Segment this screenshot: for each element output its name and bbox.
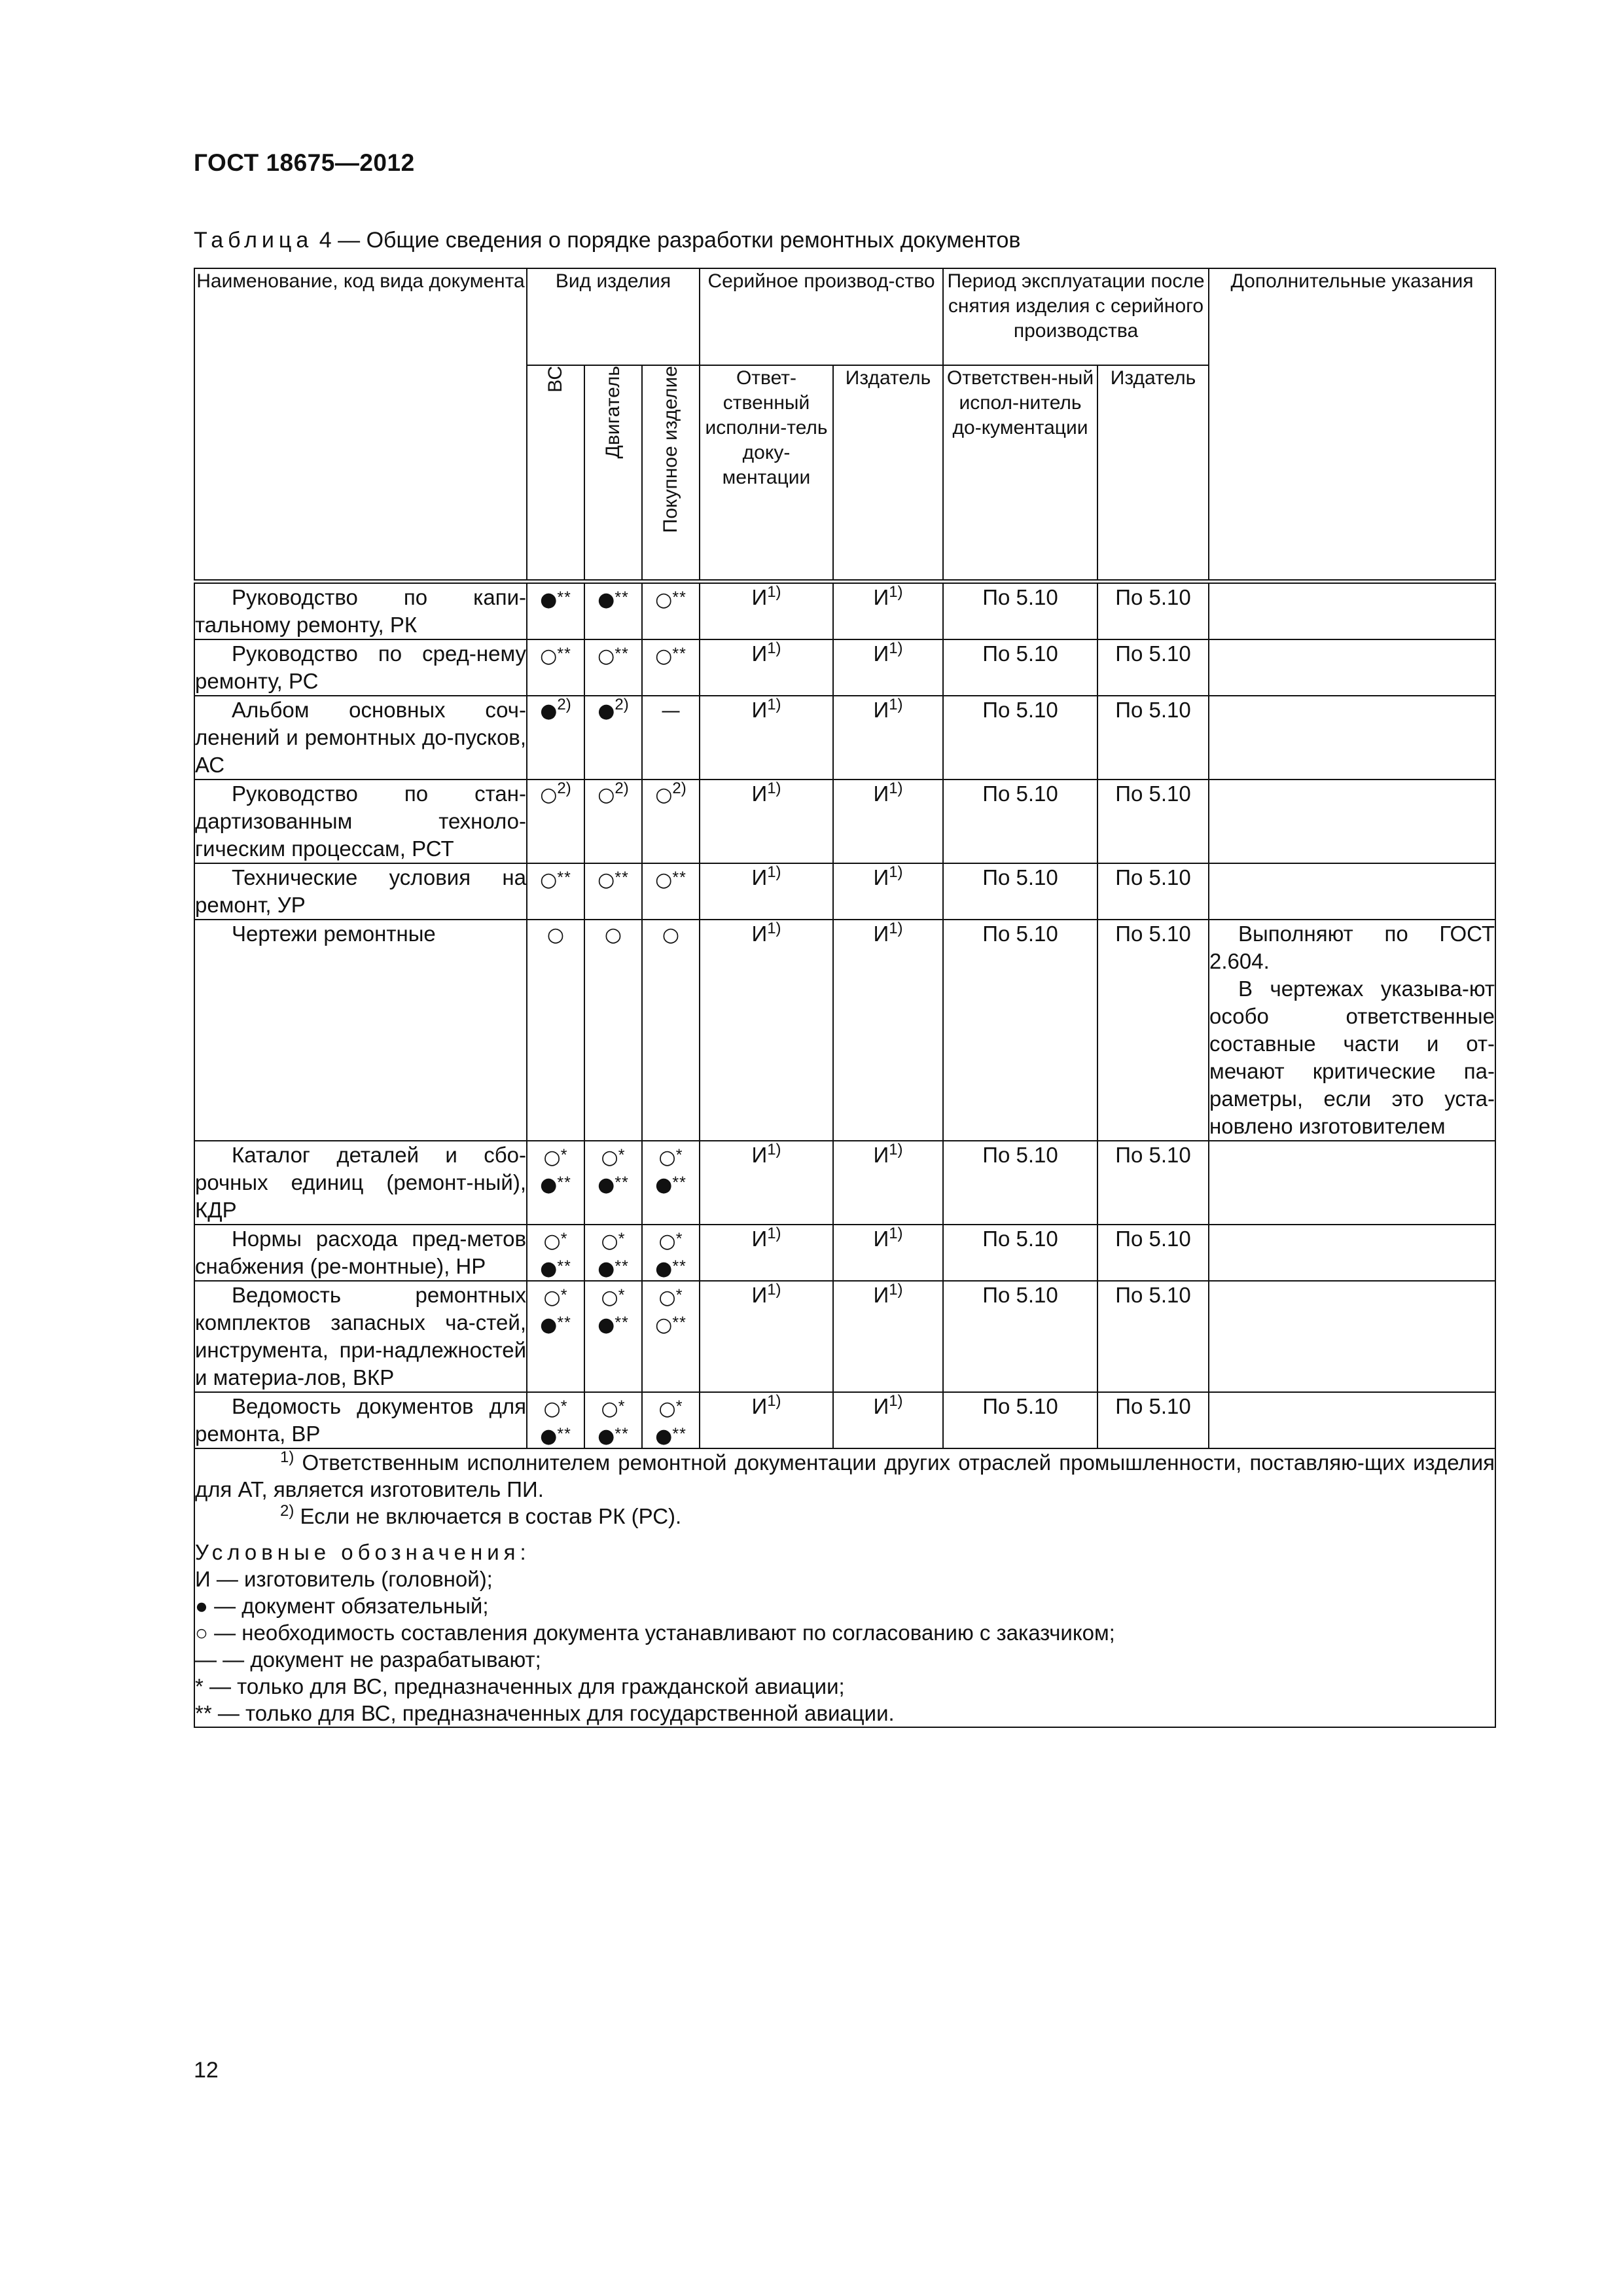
filled-circle-icon: ● xyxy=(597,1174,615,1196)
publisher-cell xyxy=(833,780,943,863)
mark-line xyxy=(643,696,699,724)
asterisk-mark: ** xyxy=(557,1425,571,1443)
footnote-ref: 1) xyxy=(767,639,781,657)
header-responsible: Ответ-ственный исполни-тель доку-ментации xyxy=(700,365,833,582)
period-responsible-cell: По 5.10 xyxy=(943,1141,1097,1225)
filled-circle-icon: ● xyxy=(540,700,558,723)
mark-line xyxy=(585,1309,641,1336)
mark-cell-bs xyxy=(527,780,584,863)
notes-cell xyxy=(1209,582,1495,640)
period-responsible-cell: По 5.10 xyxy=(943,696,1097,780)
period-responsible-cell: По 5.10 xyxy=(943,780,1097,863)
mark-cell-purchased xyxy=(642,1392,700,1448)
empty-circle-icon: ○ xyxy=(540,645,558,668)
period-publisher-cell: По 5.10 xyxy=(1097,1225,1209,1281)
document-name-cell: Чертежи ремонтные xyxy=(194,920,527,1141)
footnote-ref: 1) xyxy=(767,696,781,713)
responsible-cell xyxy=(700,582,833,640)
mark-line xyxy=(527,920,584,948)
mark-cell-bs xyxy=(527,863,584,920)
asterisk-mark: * xyxy=(560,1146,568,1164)
asterisk-mark: ** xyxy=(557,645,571,663)
asterisk-mark: * xyxy=(675,1397,683,1416)
period-publisher-cell: По 5.10 xyxy=(1097,920,1209,1141)
note-paragraph: В чертежах указыва-ют особо ответственные составные части и от-мечают критические па-раметры, если это уста-новлено изготовителем xyxy=(1209,977,1495,1138)
mark-line xyxy=(527,1225,584,1253)
filled-circle-icon: ● xyxy=(540,1174,558,1196)
period-responsible-cell: По 5.10 xyxy=(943,639,1097,696)
empty-circle-icon: ○ xyxy=(540,869,558,891)
empty-circle-icon: ○ xyxy=(540,783,558,806)
responsible-cell xyxy=(700,863,833,920)
notes-cell xyxy=(1209,920,1495,1141)
mark-line xyxy=(585,864,641,891)
asterisk-mark: ** xyxy=(557,588,571,607)
asterisk-mark: ** xyxy=(615,1425,629,1443)
publisher-cell xyxy=(833,639,943,696)
footnote-ref: 2) xyxy=(672,780,687,797)
responsible-cell-text: И xyxy=(751,865,768,889)
legend-item: ○ — необходимость составления документа устанавливают по согласованию с заказчиком; xyxy=(195,1621,1115,1645)
notes-cell xyxy=(1209,863,1495,920)
mark-line xyxy=(585,640,641,668)
table-row xyxy=(194,1141,1495,1225)
page-number: 12 xyxy=(194,2058,219,2083)
mark-line xyxy=(527,864,584,891)
header-name: Наименование, код вида документа xyxy=(194,268,527,582)
table-caption xyxy=(194,228,1020,253)
legend-item: — — документ не разрабатывают; xyxy=(195,1647,541,1672)
filled-circle-icon: ● xyxy=(655,1425,673,1448)
publisher-cell-text: И xyxy=(873,781,889,806)
responsible-cell xyxy=(700,780,833,863)
document-name-cell: Ведомость ремонтных комплектов запасных ча-стей, инструмента, при-надлежностей и материа-лов, ВКР xyxy=(194,1281,527,1392)
asterisk-mark: ** xyxy=(615,869,629,887)
footnote-ref: 1) xyxy=(889,1281,903,1299)
mark-line xyxy=(527,1253,584,1280)
responsible-cell xyxy=(700,1225,833,1281)
empty-circle-icon: ○ xyxy=(601,1397,618,1420)
responsible-cell-text: И xyxy=(751,922,768,946)
mark-cell-purchased xyxy=(642,582,700,640)
mark-line xyxy=(643,1393,699,1420)
header-period-responsible: Ответствен-ный испол-нитель до-кументации xyxy=(943,365,1097,582)
footnote-ref: 1) xyxy=(767,920,781,937)
mark-cell-bs xyxy=(527,1141,584,1225)
asterisk-mark: ** xyxy=(615,1314,629,1332)
notes-cell xyxy=(1209,1225,1495,1281)
table-row xyxy=(194,1392,1495,1448)
mark-cell-engine xyxy=(584,639,642,696)
document-code: ГОСТ 18675—2012 xyxy=(194,149,415,176)
publisher-cell-text: И xyxy=(873,698,889,722)
mark-cell-engine xyxy=(584,920,642,1141)
filled-circle-icon: ● xyxy=(597,1257,615,1280)
publisher-cell xyxy=(833,1281,943,1392)
mark-line xyxy=(643,1225,699,1253)
legend-item: ● — документ обязательный; xyxy=(195,1594,489,1618)
empty-circle-icon: ○ xyxy=(655,783,673,806)
responsible-cell-text: И xyxy=(751,1227,768,1251)
publisher-cell xyxy=(833,920,943,1141)
document-name-cell: Альбом основных соч-ленений и ремонтных до-пусков, АС xyxy=(194,696,527,780)
table-row xyxy=(194,863,1495,920)
mark-line xyxy=(585,1141,641,1169)
footnote-ref: 1) xyxy=(889,696,903,713)
dash-mark: — xyxy=(661,700,681,723)
filled-circle-icon: ● xyxy=(540,1425,558,1448)
empty-circle-icon: ○ xyxy=(597,869,615,891)
responsible-cell xyxy=(700,1281,833,1392)
asterisk-mark: * xyxy=(560,1397,568,1416)
responsible-cell xyxy=(700,639,833,696)
publisher-cell-text: И xyxy=(873,585,889,609)
footnote-1: $^{1)}$ Ответственным исполнителем ремонтной документации других отраслей промышленности, поставляю-щих изделия для АТ, является изготовитель ПИ. xyxy=(195,1448,1495,1501)
mark-line xyxy=(585,1393,641,1420)
empty-circle-icon: ○ xyxy=(543,1146,561,1169)
document-name-cell: Ведомость документов для ремонта, ВР xyxy=(194,1392,527,1448)
mark-line xyxy=(585,1225,641,1253)
notes-cell xyxy=(1209,1141,1495,1225)
publisher-cell xyxy=(833,1141,943,1225)
empty-circle-icon: ○ xyxy=(546,924,565,946)
header-purchased: Покупное изделие xyxy=(642,365,700,582)
asterisk-mark: ** xyxy=(672,1425,687,1443)
mark-line xyxy=(643,920,699,948)
empty-circle-icon: ○ xyxy=(601,1286,618,1309)
footnote-ref: 1) xyxy=(767,863,781,881)
mark-line xyxy=(643,1253,699,1280)
asterisk-mark: ** xyxy=(615,645,629,663)
mark-line xyxy=(585,696,641,724)
asterisk-mark: * xyxy=(618,1397,626,1416)
period-responsible-cell: По 5.10 xyxy=(943,1281,1097,1392)
publisher-cell-text: И xyxy=(873,1283,889,1307)
asterisk-mark: * xyxy=(560,1230,568,1248)
notes-cell xyxy=(1209,1392,1495,1448)
legend-item: И — изготовитель (головной); xyxy=(195,1567,493,1591)
responsible-cell xyxy=(700,920,833,1141)
responsible-cell-text: И xyxy=(751,1143,768,1167)
mark-cell-purchased xyxy=(642,920,700,1141)
header-bs: ВС xyxy=(527,365,584,582)
mark-cell-bs xyxy=(527,639,584,696)
mark-line xyxy=(643,780,699,808)
footnote-ref: 2) xyxy=(615,780,629,797)
mark-cell-engine xyxy=(584,696,642,780)
footnote-ref: 1) xyxy=(889,780,903,797)
empty-circle-icon: ○ xyxy=(601,1146,618,1169)
empty-circle-icon: ○ xyxy=(597,783,615,806)
filled-circle-icon: ● xyxy=(540,1314,558,1336)
empty-circle-icon: ○ xyxy=(543,1286,561,1309)
mark-line xyxy=(585,1253,641,1280)
empty-circle-icon: ○ xyxy=(601,1230,618,1253)
asterisk-mark: ** xyxy=(672,1314,687,1332)
document-name-cell: Каталог деталей и сбо-рочных единиц (ремонт-ный), КДР xyxy=(194,1141,527,1225)
responsible-cell-text: И xyxy=(751,781,768,806)
filled-circle-icon: ● xyxy=(540,588,558,611)
table-row xyxy=(194,1225,1495,1281)
mark-cell-bs xyxy=(527,582,584,640)
empty-circle-icon: ○ xyxy=(597,645,615,668)
mark-line xyxy=(643,1141,699,1169)
publisher-cell-text: И xyxy=(873,865,889,889)
header-publisher: Издатель xyxy=(833,365,943,582)
empty-circle-icon: ○ xyxy=(655,1314,673,1336)
mark-line xyxy=(643,1309,699,1336)
footnote-ref: 1) xyxy=(767,1281,781,1299)
note-paragraph: Выполняют по ГОСТ 2.604. xyxy=(1209,922,1495,973)
footnote-ref: 1) xyxy=(767,1225,781,1242)
asterisk-mark: ** xyxy=(615,1174,629,1192)
empty-circle-icon: ○ xyxy=(543,1397,561,1420)
legend-title: Условные обозначения: xyxy=(195,1540,531,1564)
mark-cell-bs xyxy=(527,1225,584,1281)
mark-cell-engine xyxy=(584,1281,642,1392)
table-row xyxy=(194,1281,1495,1392)
mark-line xyxy=(527,1141,584,1169)
repair-documents-table xyxy=(194,268,1496,1728)
footnote-ref: 1) xyxy=(767,583,781,601)
document-name-cell: Технические условия на ремонт, УР xyxy=(194,863,527,920)
mark-line xyxy=(643,584,699,611)
mark-line xyxy=(527,640,584,668)
empty-circle-icon: ○ xyxy=(658,1397,676,1420)
mark-line xyxy=(527,696,584,724)
mark-cell-bs xyxy=(527,1281,584,1392)
publisher-cell xyxy=(833,1392,943,1448)
footnote-ref: 2) xyxy=(615,696,629,713)
mark-cell-purchased xyxy=(642,1281,700,1392)
mark-line xyxy=(643,1420,699,1448)
document-name-cell: Руководство по капи-тальному ремонту, РК xyxy=(194,582,527,640)
period-responsible-cell: По 5.10 xyxy=(943,582,1097,640)
header-notes: Дополнительные указания xyxy=(1209,268,1495,582)
asterisk-mark: * xyxy=(618,1230,626,1248)
publisher-cell-text: И xyxy=(873,641,889,666)
mark-line xyxy=(527,584,584,611)
table-caption-text: 4 — Общие сведения о порядке разработки ремонтных документов xyxy=(319,228,1021,253)
responsible-cell-text: И xyxy=(751,641,768,666)
empty-circle-icon: ○ xyxy=(658,1286,676,1309)
asterisk-mark: ** xyxy=(672,588,687,607)
mark-line xyxy=(527,1393,584,1420)
document-name-cell: Руководство по сред-нему ремонту, РС xyxy=(194,639,527,696)
period-responsible-cell: По 5.10 xyxy=(943,920,1097,1141)
mark-line xyxy=(527,1169,584,1196)
mark-line xyxy=(585,1420,641,1448)
footnote-ref: 1) xyxy=(767,780,781,797)
period-publisher-cell: По 5.10 xyxy=(1097,863,1209,920)
table-body xyxy=(194,582,1495,1449)
mark-cell-engine xyxy=(584,863,642,920)
header-engine: Двигатель xyxy=(584,365,642,582)
empty-circle-icon: ○ xyxy=(658,1146,676,1169)
filled-circle-icon: ● xyxy=(597,1314,615,1336)
asterisk-mark: * xyxy=(675,1286,683,1304)
period-publisher-cell: По 5.10 xyxy=(1097,780,1209,863)
responsible-cell-text: И xyxy=(751,1394,768,1418)
asterisk-mark: ** xyxy=(672,1257,687,1276)
mark-line xyxy=(527,780,584,808)
mark-line xyxy=(527,1420,584,1448)
mark-cell-bs xyxy=(527,1392,584,1448)
asterisk-mark: ** xyxy=(672,645,687,663)
header-serial-production: Серийное производ-ство xyxy=(700,268,943,365)
table-caption-label: Таблица xyxy=(194,228,313,253)
notes-cell xyxy=(1209,639,1495,696)
mark-cell-purchased xyxy=(642,863,700,920)
header-product-type: Вид изделия xyxy=(527,268,700,365)
legend-item: ** — только для ВС, предназначенных для государственной авиации. xyxy=(195,1701,895,1725)
publisher-cell xyxy=(833,696,943,780)
footnote-ref: 1) xyxy=(767,1141,781,1158)
filled-circle-icon: ● xyxy=(655,1174,673,1196)
period-responsible-cell: По 5.10 xyxy=(943,1225,1097,1281)
responsible-cell xyxy=(700,696,833,780)
empty-circle-icon: ○ xyxy=(662,924,680,946)
document-name-cell: Нормы расхода пред-метов снабжения (ре-монтные), НР xyxy=(194,1225,527,1281)
responsible-cell xyxy=(700,1141,833,1225)
mark-cell-purchased xyxy=(642,696,700,780)
mark-line xyxy=(585,780,641,808)
footnote-ref: 1) xyxy=(889,863,903,881)
asterisk-mark: ** xyxy=(672,1174,687,1192)
mark-line xyxy=(585,584,641,611)
footnote-ref: 1) xyxy=(889,1392,903,1410)
footnote-ref: 1) xyxy=(889,1141,903,1158)
mark-line xyxy=(643,864,699,891)
asterisk-mark: ** xyxy=(615,1257,629,1276)
period-publisher-cell: По 5.10 xyxy=(1097,639,1209,696)
footnote-ref: 2) xyxy=(557,696,571,713)
mark-line xyxy=(643,1169,699,1196)
mark-line xyxy=(643,640,699,668)
mark-line xyxy=(527,1282,584,1309)
table-footnotes xyxy=(194,1448,1495,1727)
mark-cell-purchased xyxy=(642,639,700,696)
mark-cell-engine xyxy=(584,1225,642,1281)
asterisk-mark: * xyxy=(618,1146,626,1164)
mark-cell-purchased xyxy=(642,1141,700,1225)
responsible-cell-text: И xyxy=(751,698,768,722)
mark-cell-engine xyxy=(584,582,642,640)
publisher-cell xyxy=(833,582,943,640)
empty-circle-icon: ○ xyxy=(655,645,673,668)
mark-cell-purchased xyxy=(642,1225,700,1281)
table-row xyxy=(194,780,1495,863)
asterisk-mark: ** xyxy=(557,1314,571,1332)
publisher-cell-text: И xyxy=(873,1227,889,1251)
table-row xyxy=(194,582,1495,640)
publisher-cell-text: И xyxy=(873,1394,889,1418)
asterisk-mark: ** xyxy=(557,869,571,887)
publisher-cell-text: И xyxy=(873,922,889,946)
period-responsible-cell: По 5.10 xyxy=(943,1392,1097,1448)
period-responsible-cell: По 5.10 xyxy=(943,863,1097,920)
responsible-cell xyxy=(700,1392,833,1448)
footnote-ref: 1) xyxy=(889,583,903,601)
filled-circle-icon: ● xyxy=(540,1257,558,1280)
asterisk-mark: ** xyxy=(615,588,629,607)
header-period-publisher: Издатель xyxy=(1097,365,1209,582)
empty-circle-icon: ○ xyxy=(655,869,673,891)
mark-cell-purchased xyxy=(642,780,700,863)
publisher-cell-text: И xyxy=(873,1143,889,1167)
mark-cell-bs xyxy=(527,920,584,1141)
legend-item: * — только для ВС, предназначенных для гражданской авиации; xyxy=(195,1674,845,1698)
empty-circle-icon: ○ xyxy=(655,588,673,611)
mark-line xyxy=(585,1169,641,1196)
footnote-ref: 1) xyxy=(889,1225,903,1242)
asterisk-mark: * xyxy=(618,1286,626,1304)
period-publisher-cell: По 5.10 xyxy=(1097,582,1209,640)
period-publisher-cell: По 5.10 xyxy=(1097,1141,1209,1225)
empty-circle-icon: ○ xyxy=(658,1230,676,1253)
footnote-ref: 2) xyxy=(557,780,571,797)
notes-cell xyxy=(1209,780,1495,863)
notes-cell xyxy=(1209,696,1495,780)
filled-circle-icon: ● xyxy=(655,1257,673,1280)
asterisk-mark: ** xyxy=(672,869,687,887)
mark-cell-bs xyxy=(527,696,584,780)
asterisk-mark: * xyxy=(675,1230,683,1248)
asterisk-mark: * xyxy=(560,1286,568,1304)
mark-cell-engine xyxy=(584,1392,642,1448)
filled-circle-icon: ● xyxy=(597,700,615,723)
filled-circle-icon: ● xyxy=(597,588,615,611)
mark-cell-engine xyxy=(584,1141,642,1225)
period-publisher-cell: По 5.10 xyxy=(1097,696,1209,780)
footnote-ref: 1) xyxy=(889,920,903,937)
publisher-cell xyxy=(833,1225,943,1281)
mark-line xyxy=(585,1282,641,1309)
table-row xyxy=(194,696,1495,780)
footnote-2: $^{2)}$ Если не включается в состав РК (РС). xyxy=(280,1502,682,1528)
period-publisher-cell: По 5.10 xyxy=(1097,1392,1209,1448)
table-row xyxy=(194,639,1495,696)
responsible-cell-text: И xyxy=(751,1283,768,1307)
filled-circle-icon: ● xyxy=(597,1425,615,1448)
period-publisher-cell: По 5.10 xyxy=(1097,1281,1209,1392)
footnote-ref: 1) xyxy=(767,1392,781,1410)
responsible-cell-text: И xyxy=(751,585,768,609)
empty-circle-icon: ○ xyxy=(543,1230,561,1253)
header-operation-period: Период эксплуатации после снятия изделия с серийного производства xyxy=(943,268,1209,365)
mark-line xyxy=(527,1309,584,1336)
mark-line xyxy=(643,1282,699,1309)
asterisk-mark: ** xyxy=(557,1174,571,1192)
mark-line xyxy=(585,920,641,948)
document-name-cell: Руководство по стан-дартизованным техноло-гическим процессам, РСТ xyxy=(194,780,527,863)
footnote-ref: 1) xyxy=(889,639,903,657)
table-row xyxy=(194,920,1495,1141)
publisher-cell xyxy=(833,863,943,920)
empty-circle-icon: ○ xyxy=(604,924,622,946)
asterisk-mark: ** xyxy=(557,1257,571,1276)
notes-cell xyxy=(1209,1281,1495,1392)
mark-cell-engine xyxy=(584,780,642,863)
asterisk-mark: * xyxy=(675,1146,683,1164)
